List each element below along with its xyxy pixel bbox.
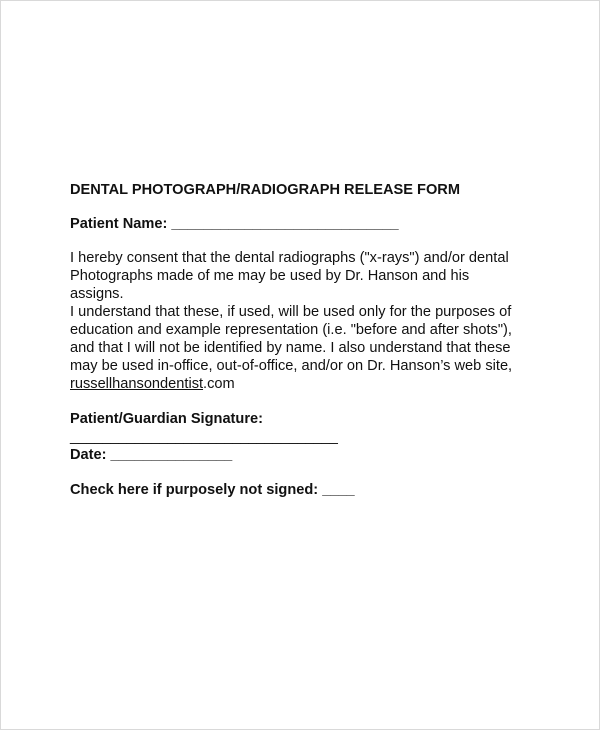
signature-label: Patient/Guardian Signature: — [70, 411, 263, 427]
signature-field[interactable]: _________________________________ — [70, 429, 338, 445]
consent-line: education and example representation (i.e. "before and after shots"), — [70, 322, 512, 338]
consent-line: assigns. — [70, 286, 124, 302]
not-signed-checkbox-field[interactable]: Check here if purposely not signed: ____ — [70, 482, 355, 498]
website-line — [70, 375, 570, 393]
consent-line: I hereby consent that the dental radiographs ("x-rays") and/or dental — [70, 250, 509, 266]
form-content — [70, 181, 570, 499]
signature-block — [70, 410, 570, 464]
consent-line: I understand that these, if used, will be used only for the purposes of — [70, 304, 512, 320]
consent-line: may be used in-office, out-of-office, and/or on Dr. Hanson’s web site, — [70, 358, 513, 374]
patient-name-field[interactable]: Patient Name: ____________________________ — [70, 216, 399, 232]
consent-line: Photographs made of me may be used by Dr. Hanson and his — [70, 268, 470, 284]
consent-paragraph — [70, 249, 570, 393]
form-title: DENTAL PHOTOGRAPH/RADIOGRAPH RELEASE FORM — [70, 182, 460, 198]
consent-line: and that I will not be identified by name. I also understand that these — [70, 340, 511, 356]
website-suffix: .com — [203, 376, 235, 392]
date-field[interactable]: Date: _______________ — [70, 447, 233, 463]
website-link[interactable]: russellhansondentist — [70, 376, 204, 392]
